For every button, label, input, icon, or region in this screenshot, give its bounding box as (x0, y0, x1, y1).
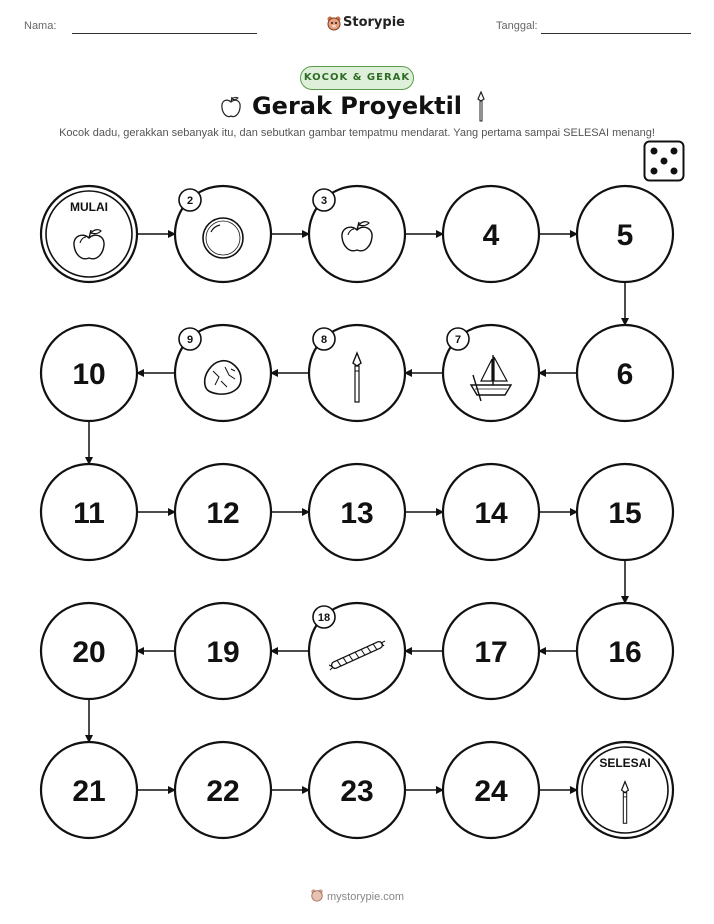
board-space-22[interactable] (175, 742, 271, 838)
space-number: 3 (320, 195, 328, 207)
board-space-21[interactable] (41, 742, 137, 838)
space-number: 12 (206, 497, 240, 530)
board-space-13[interactable] (309, 464, 405, 560)
board-space-8[interactable] (309, 325, 405, 421)
space-number: 6 (616, 358, 634, 391)
board-space-14[interactable] (443, 464, 539, 560)
activity-tag: KOCOK & GERAK (300, 66, 414, 90)
space-number-badge (179, 328, 201, 350)
space-number-badge (313, 328, 335, 350)
storypie-bear-icon (310, 888, 324, 902)
space-number: 20 (72, 636, 106, 669)
space-number: 23 (340, 775, 374, 808)
name-label: Nama: (24, 20, 57, 32)
space-number: 4 (482, 219, 500, 252)
space-number: 22 (206, 775, 240, 808)
space-number: 21 (72, 775, 106, 808)
date-label: Tanggal: (496, 20, 538, 32)
space-number: 8 (320, 334, 328, 346)
board-space-20[interactable] (41, 603, 137, 699)
space-number: 18 (317, 612, 331, 624)
space-number: 13 (340, 497, 374, 530)
space-number-badge (179, 189, 201, 211)
space-number: 9 (186, 334, 194, 346)
board-space-11[interactable] (41, 464, 137, 560)
brand-name: Storypie (343, 15, 405, 30)
board-space-24[interactable] (443, 742, 539, 838)
board-space-5[interactable] (577, 186, 673, 282)
instructions: Kocok dadu, gerakkan sebanyak itu, dan sebutkan gambar tempatmu mendarat. Yang pertama sampai SELESAI menang! (59, 127, 655, 139)
board-space-12[interactable] (175, 464, 271, 560)
space-number: 5 (616, 219, 634, 252)
page-title: Gerak Proyektil (251, 92, 463, 120)
finish-label: SELESAI (599, 756, 651, 770)
start-label: MULAI (70, 200, 108, 214)
space-number: 15 (608, 497, 642, 530)
space-number: 14 (474, 497, 508, 530)
board-space-4[interactable] (443, 186, 539, 282)
space-number-badge (313, 189, 335, 211)
board-space-7[interactable] (443, 325, 539, 421)
board-space-2[interactable] (175, 186, 271, 282)
space-number: 2 (186, 195, 194, 207)
board-space-6[interactable] (577, 325, 673, 421)
space-number: 7 (454, 334, 462, 346)
board-space-16[interactable] (577, 603, 673, 699)
board-space-15[interactable] (577, 464, 673, 560)
space-number-badge (447, 328, 469, 350)
board-space-17[interactable] (443, 603, 539, 699)
space-number: 16 (608, 636, 642, 669)
space-number: 24 (474, 775, 508, 808)
finish-space[interactable] (577, 742, 673, 838)
board-space-3[interactable] (309, 186, 405, 282)
board-space-10[interactable] (41, 325, 137, 421)
space-number: 17 (474, 636, 508, 669)
board-space-9[interactable] (175, 325, 271, 421)
space-number: 11 (73, 497, 105, 530)
board-space-19[interactable] (175, 603, 271, 699)
space-number-badge (313, 606, 335, 628)
board-space-18[interactable] (309, 603, 405, 699)
board-space-23[interactable] (309, 742, 405, 838)
space-number: 10 (72, 358, 106, 391)
space-number: 19 (206, 636, 240, 669)
start-space[interactable] (41, 186, 137, 282)
footer-url: mystorypie.com (327, 891, 405, 903)
footer-brand (0, 888, 714, 903)
